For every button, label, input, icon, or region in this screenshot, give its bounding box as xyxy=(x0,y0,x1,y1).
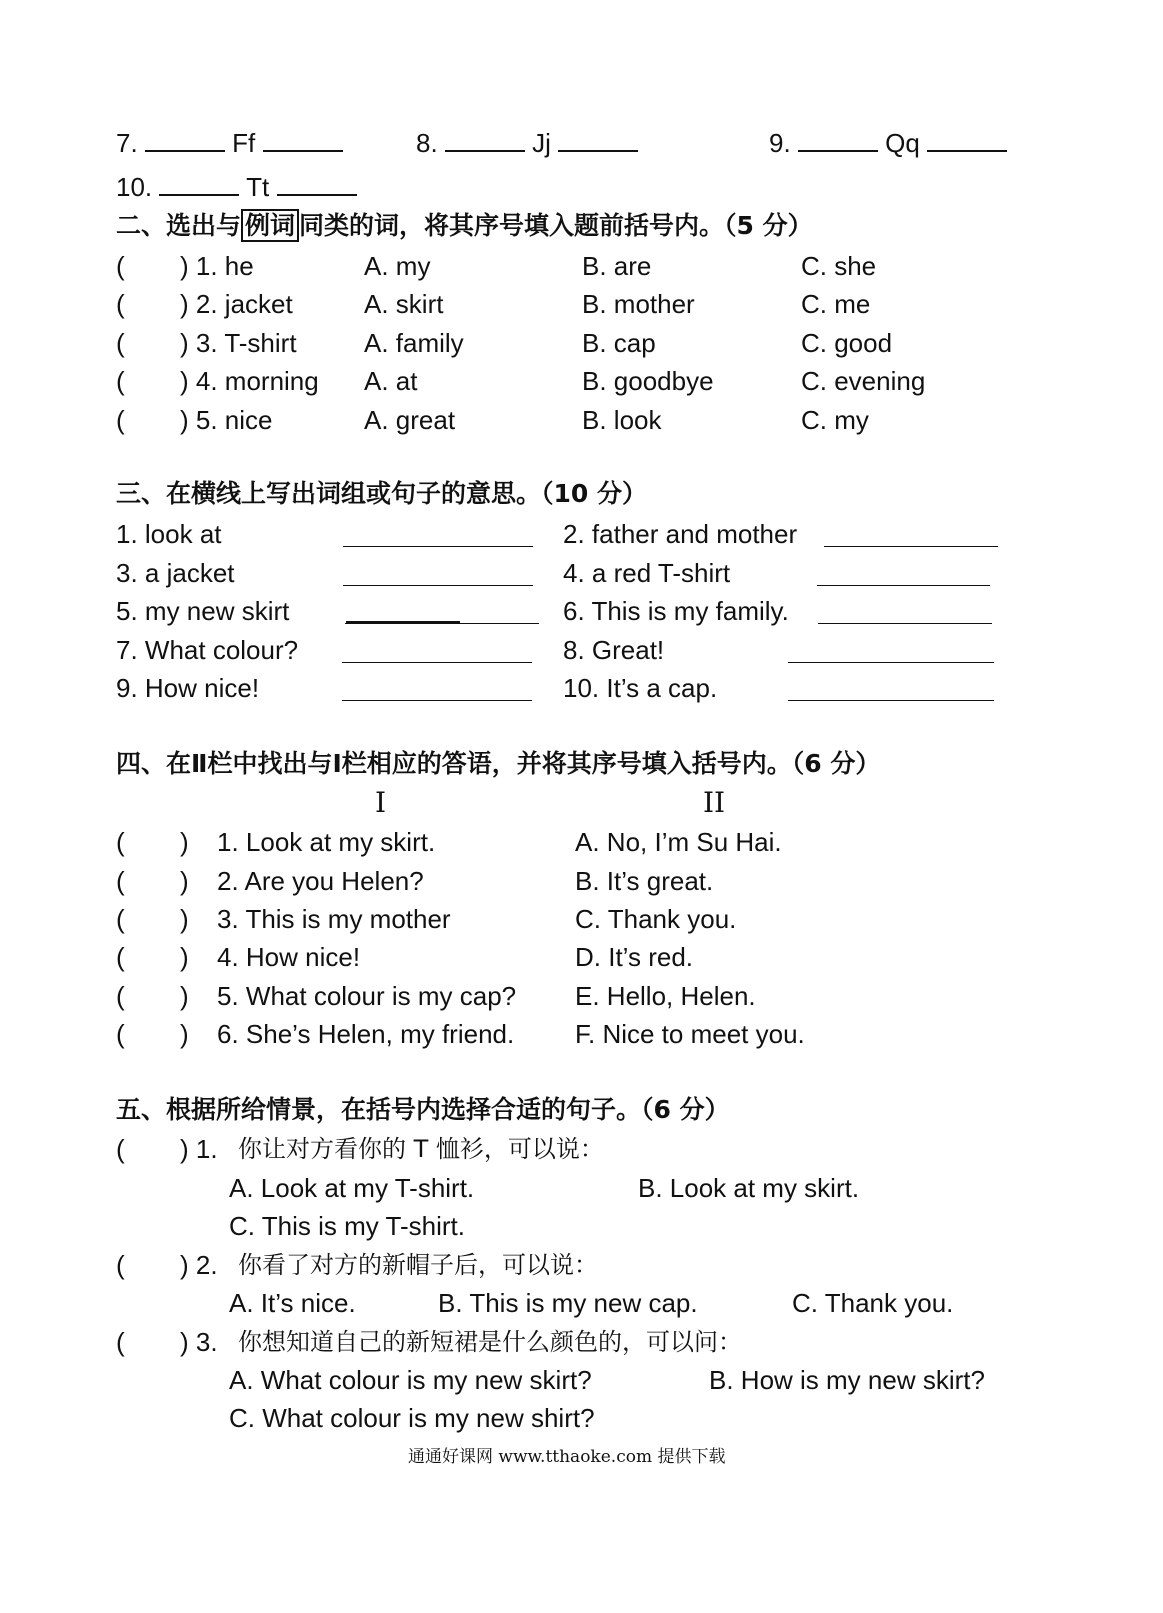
s3-item-2: 2. father and mother xyxy=(563,519,798,549)
s2-row-5-question-word: ) 5. nice xyxy=(180,405,273,435)
s2-row-2-option-a: A. skirt xyxy=(364,289,444,319)
s2-row-4-option-a: A. at xyxy=(364,366,418,396)
s5-q3-option-a: A. What colour is my new skirt? xyxy=(229,1365,592,1395)
s3-answer-line-right[interactable] xyxy=(788,662,994,663)
s4-row-6-paren-close: ) xyxy=(180,1019,189,1049)
s2-row-5-option-b: B. look xyxy=(582,405,662,435)
letter-pair: Ff xyxy=(232,128,256,158)
s4-row-2-question: 2. Are you Helen? xyxy=(217,866,424,896)
letter-pair: Qq xyxy=(885,128,920,158)
s3-answer-line-mark xyxy=(346,621,460,624)
s4-row-3-paren-open[interactable]: ( xyxy=(116,904,125,934)
s2-row-2-option-b: B. mother xyxy=(582,289,695,319)
s5-q1-prompt: 你让对方看你的 T 恤衫，可以说： xyxy=(238,1135,604,1163)
s3-answer-line-left[interactable] xyxy=(342,662,532,663)
s3-answer-line-right[interactable] xyxy=(788,700,994,701)
s2-row-3-paren-open[interactable]: ( xyxy=(116,328,125,358)
s4-row-3-question: 3. This is my mother xyxy=(217,904,451,934)
s2-row-3-option-c: C. good xyxy=(801,328,893,358)
letter-item-9 xyxy=(769,126,1007,159)
answer-blank[interactable] xyxy=(159,170,239,196)
s5-q2-option-a: A. It’s nice. xyxy=(229,1288,356,1318)
s5-q3-option-b: B. How is my new skirt? xyxy=(709,1365,985,1395)
s2-row-1-option-a: A. my xyxy=(364,251,431,281)
s3-answer-line-right[interactable] xyxy=(824,546,998,547)
item-number: 8. xyxy=(416,128,438,158)
s5-q3-number: ) 3. xyxy=(180,1327,218,1357)
answer-blank[interactable] xyxy=(445,126,525,152)
s3-item-5: 5. my new skirt xyxy=(116,596,290,626)
column-2-label: II xyxy=(703,786,726,819)
s5-q3-prompt: 你想知道自己的新短裙是什么颜色的，可以问： xyxy=(238,1328,742,1356)
answer-blank[interactable] xyxy=(145,126,225,152)
s4-row-1-answer: A. No, I’m Su Hai. xyxy=(575,827,782,857)
s5-q2-paren-open[interactable]: ( xyxy=(116,1250,125,1280)
s2-row-5-option-a: A. great xyxy=(364,405,456,435)
s2-row-4-option-c: C. evening xyxy=(801,366,926,396)
s5-q1-option-a: A. Look at my T-shirt. xyxy=(229,1173,475,1203)
s3-answer-line-right[interactable] xyxy=(817,585,990,586)
s3-item-4: 4. a red T-shirt xyxy=(563,558,731,588)
s4-row-4-paren-open[interactable]: ( xyxy=(116,942,125,972)
s2-row-1-paren-open[interactable]: ( xyxy=(116,251,125,281)
s2-row-5-paren-open[interactable]: ( xyxy=(116,405,125,435)
s2-row-5-option-c: C. my xyxy=(801,405,869,435)
s4-row-3-paren-close: ) xyxy=(180,904,189,934)
s3-answer-line-left[interactable] xyxy=(343,585,533,586)
s2-row-1-option-b: B. are xyxy=(582,251,652,281)
s4-row-3-answer: C. Thank you. xyxy=(575,904,737,934)
heading-text: 二、选出与 xyxy=(116,211,242,240)
s4-row-5-answer: E. Hello, Helen. xyxy=(575,981,756,1011)
boxed-example-word: 例词 xyxy=(241,209,299,242)
s4-row-6-answer: F. Nice to meet you. xyxy=(575,1019,805,1049)
s4-row-2-answer: B. It’s great. xyxy=(575,866,714,896)
s4-row-5-paren-open[interactable]: ( xyxy=(116,981,125,1011)
letter-item-10 xyxy=(116,170,357,203)
s5-q3-option-c: C. What colour is my new shirt? xyxy=(229,1403,595,1433)
section-5-heading: 五、根据所给情景，在括号内选择合适的句子。（6 分） xyxy=(116,1095,730,1124)
s2-row-4-question-word: ) 4. morning xyxy=(180,366,319,396)
answer-blank[interactable] xyxy=(263,126,343,152)
s5-q1-paren-open[interactable]: ( xyxy=(116,1134,125,1164)
s3-answer-line-left[interactable] xyxy=(342,700,532,701)
s2-row-1-question-word: ) 1. he xyxy=(180,251,254,281)
letter-pair: Jj xyxy=(532,128,551,158)
s2-row-2-paren-open[interactable]: ( xyxy=(116,289,125,319)
s3-item-1: 1. look at xyxy=(116,519,222,549)
s3-answer-line-right[interactable] xyxy=(818,623,992,624)
s3-answer-line-left[interactable] xyxy=(343,546,533,547)
s3-item-8: 8. Great! xyxy=(563,635,665,665)
s2-row-4-paren-open[interactable]: ( xyxy=(116,366,125,396)
letter-pair: Tt xyxy=(246,172,270,202)
s3-item-9: 9. How nice! xyxy=(116,673,260,703)
section-4-heading: 四、在Ⅱ栏中找出与Ⅰ栏相应的答语，并将其序号填入括号内。（6 分） xyxy=(116,749,881,778)
s3-item-10: 10. It’s a cap. xyxy=(563,673,718,703)
s4-row-1-paren-close: ) xyxy=(180,827,189,857)
answer-blank[interactable] xyxy=(798,126,878,152)
section-3-heading: 三、在横线上写出词组或句子的意思。（10 分） xyxy=(116,479,647,508)
s4-row-5-question: 5. What colour is my cap? xyxy=(217,981,517,1011)
s2-row-4-option-b: B. goodbye xyxy=(582,366,714,396)
s2-row-3-option-b: B. cap xyxy=(582,328,656,358)
s2-row-2-option-c: C. me xyxy=(801,289,871,319)
section-2-heading xyxy=(116,210,813,242)
s4-row-6-question: 6. She’s Helen, my friend. xyxy=(217,1019,515,1049)
s3-item-7: 7. What colour? xyxy=(116,635,299,665)
page-footer: 通通好课网 www.tthaoke.com 提供下载 xyxy=(408,1447,726,1467)
letter-item-8 xyxy=(416,126,638,159)
letter-item-7 xyxy=(116,126,343,159)
s4-row-5-paren-close: ) xyxy=(180,981,189,1011)
s3-item-6: 6. This is my family. xyxy=(563,596,789,626)
s4-row-1-paren-open[interactable]: ( xyxy=(116,827,125,857)
s4-row-4-paren-close: ) xyxy=(180,942,189,972)
s4-row-4-answer: D. It’s red. xyxy=(575,942,694,972)
s4-row-2-paren-open[interactable]: ( xyxy=(116,866,125,896)
s5-q2-prompt: 你看了对方的新帽子后，可以说： xyxy=(238,1251,598,1279)
item-number: 7. xyxy=(116,128,138,158)
s2-row-3-question-word: ) 3. T-shirt xyxy=(180,328,297,358)
s4-row-4-question: 4. How nice! xyxy=(217,942,361,972)
s5-q1-number: ) 1. xyxy=(180,1134,218,1164)
s4-row-2-paren-close: ) xyxy=(180,866,189,896)
answer-blank[interactable] xyxy=(277,170,357,196)
answer-blank[interactable] xyxy=(927,126,1007,152)
column-1-label: I xyxy=(375,786,387,819)
item-number: 10. xyxy=(116,172,153,202)
s5-q1-option-b: B. Look at my skirt. xyxy=(638,1173,860,1203)
s3-item-3: 3. a jacket xyxy=(116,558,235,588)
s2-row-2-question-word: ) 2. jacket xyxy=(180,289,293,319)
heading-text: 同类的词，将其序号填入题前括号内。（5 分） xyxy=(299,211,813,240)
s5-q2-number: ) 2. xyxy=(180,1250,218,1280)
s5-q3-paren-open[interactable]: ( xyxy=(116,1327,125,1357)
s4-row-1-question: 1. Look at my skirt. xyxy=(217,827,436,857)
s5-q1-option-c: C. This is my T-shirt. xyxy=(229,1211,465,1241)
item-number: 9. xyxy=(769,128,791,158)
answer-blank[interactable] xyxy=(558,126,638,152)
s2-row-3-option-a: A. family xyxy=(364,328,464,358)
s5-q2-option-c: C. Thank you. xyxy=(792,1288,954,1318)
s2-row-1-option-c: C. she xyxy=(801,251,877,281)
s4-row-6-paren-open[interactable]: ( xyxy=(116,1019,125,1049)
s5-q2-option-b: B. This is my new cap. xyxy=(438,1288,698,1318)
